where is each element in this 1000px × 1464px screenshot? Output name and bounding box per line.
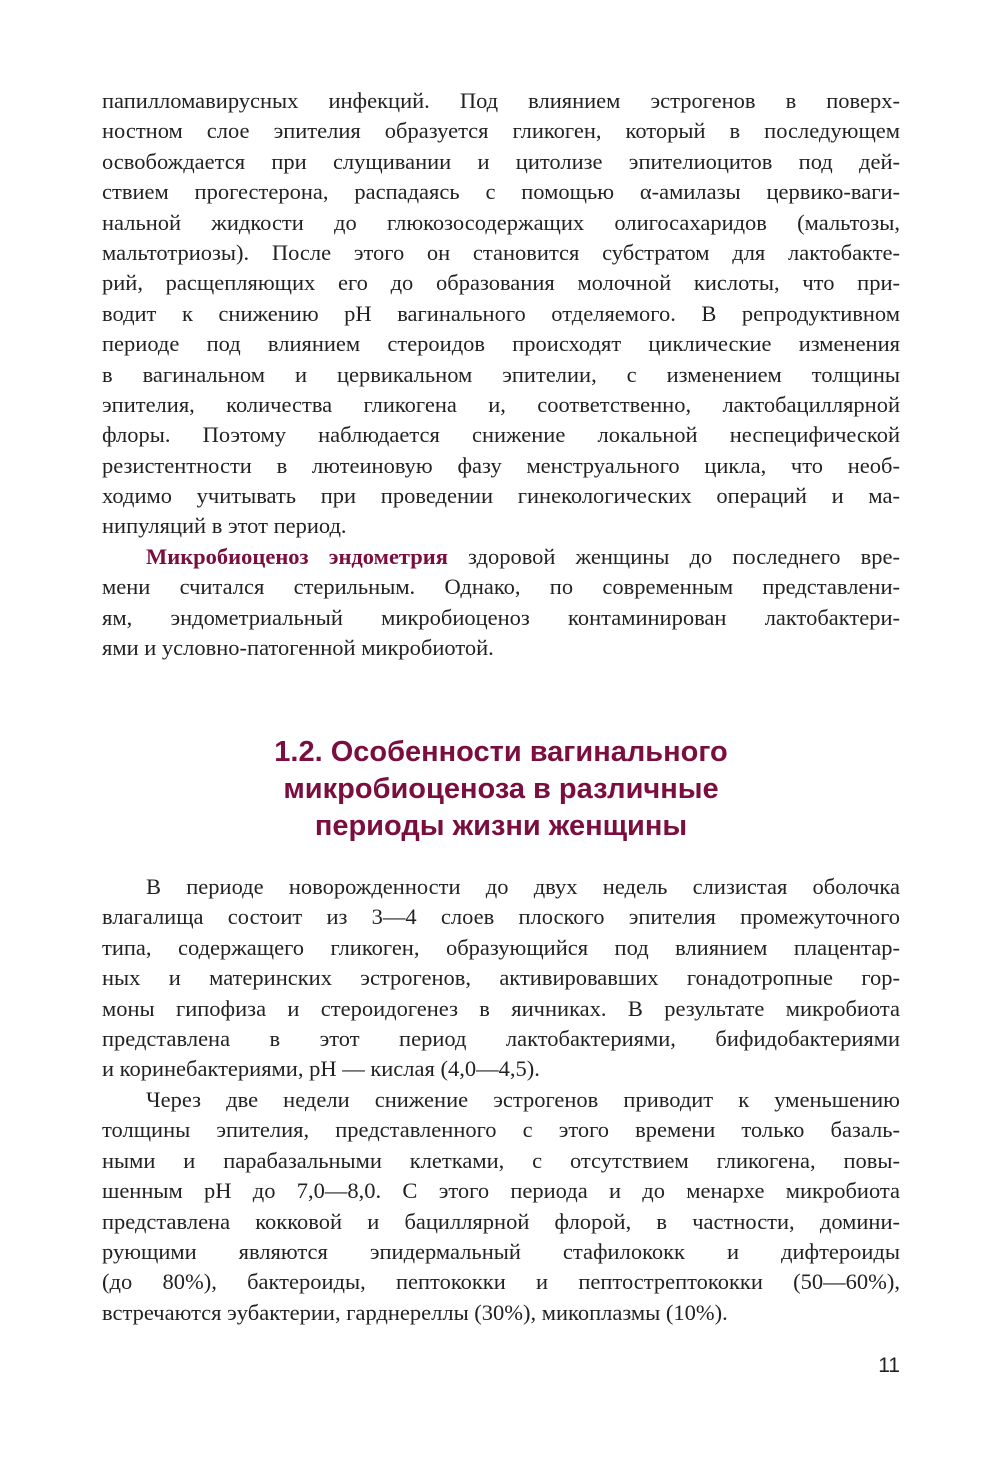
heading-line: 1.2. Особенности вагинального	[274, 736, 728, 768]
text-line: флоры. Поэтому наблюдается снижение локальной неспецифической	[102, 422, 900, 448]
text-line: рующими являются эпидермальный стафилококк и дифтероиды	[102, 1238, 900, 1264]
text-line: периоде под влиянием стероидов происходят циклические изменения	[102, 331, 900, 357]
text-line: ными и парабазальными клетками, с отсутствием гликогена, повы-	[102, 1147, 900, 1173]
text-line: ных и материнских эстрогенов, активировавших гонадотропные гор-	[102, 965, 900, 991]
text-line: мальтотриозы). После этого он становится субстратом для лактобакте-	[102, 239, 900, 265]
text-line: влагалища состоит из 3—4 слоев плоского эпителия промежуточного	[102, 904, 900, 930]
text-line: ям, эндометриальный микробиоценоз контаминирован лактобактери-	[102, 604, 900, 630]
text-line: резистентности в лютеиновую фазу менструального цикла, что необ-	[102, 452, 900, 478]
text-line: эпителия, количества гликогена и, соответственно, лактобациллярной	[102, 391, 900, 417]
heading-line: микробиоценоза в различные	[283, 773, 719, 805]
text-line: нипуляций в этот период.	[102, 513, 347, 539]
text-line: Через две недели снижение эстрогенов приводит к уменьшению	[146, 1087, 900, 1112]
paragraph-newborn	[102, 872, 900, 1085]
text-line: нальной жидкости до глюкозосодержащих олигосахаридов (мальтозы,	[102, 209, 900, 235]
heading-line: периоды жизни женщины	[314, 810, 688, 842]
paragraph-endometrium	[102, 542, 900, 664]
text-line: шенным pH до 7,0—8,0. С этого периода и до менархе микробиота	[102, 1178, 900, 1204]
text-line: встречаются эубактерии, гарднереллы (30%), микоплазмы (10%).	[102, 1299, 728, 1325]
text-line: ходимо учитывать при проведении гинекологических операций и ма-	[102, 483, 900, 509]
text-line: моны гипофиза и стероидогенез в яичниках. В результате микробиота	[102, 995, 900, 1021]
term-endometrium-microbiocenosis: Микробиоценоз эндометрия	[146, 544, 448, 569]
text-line: ствием прогестерона, распадаясь с помощью α-амилазы цервико-ваги-	[102, 179, 900, 205]
text-line: толщины эпителия, представленного с этого времени только базаль-	[102, 1117, 900, 1143]
text-line: папилломавирусных инфекций. Под влиянием эстрогенов в поверх-	[102, 88, 900, 113]
text-line: водит к снижению pH вагинального отделяемого. В репродуктивном	[102, 300, 900, 326]
text-line: и коринебактериями, pH — кислая (4,0—4,5).	[102, 1056, 540, 1082]
text-run: здоровой женщины до последнего вре-	[447, 544, 900, 569]
text-line: (до 80%), бактероиды, пептококки и пептострептококки (50—60%),	[102, 1269, 900, 1295]
text-line: рий, расщепляющих его до образования молочной кислоты, что при-	[102, 270, 900, 296]
text-line: типа, содержащего гликоген, образующийся под влиянием плацентар-	[102, 934, 900, 960]
section-heading	[102, 734, 900, 845]
page-number: 11	[878, 1354, 900, 1377]
text-line: ями и условно-патогенной микробиотой.	[102, 635, 494, 661]
text-line: в вагинальном и цервикальном эпителии, с изменением толщины	[102, 361, 900, 387]
text-line: представлена кокковой и бациллярной флорой, в частности, домини-	[102, 1208, 900, 1234]
text-line: представлена в этот период лактобактериями, бифидобактериями	[102, 1025, 900, 1051]
text-line: освобождается при слущивании и цитолизе эпителиоцитов под дей-	[102, 148, 900, 174]
text-line: ностном слое эпителия образуется гликоген, который в последующем	[102, 118, 900, 144]
text-line: мени считался стерильным. Однако, по современным представлени-	[102, 574, 900, 600]
paragraph-lactobacilli	[102, 86, 900, 542]
text-line	[102, 542, 900, 572]
text-line: В периоде новорожденности до двух недель слизистая оболочка	[146, 874, 900, 899]
paragraph-two-weeks	[102, 1085, 900, 1328]
